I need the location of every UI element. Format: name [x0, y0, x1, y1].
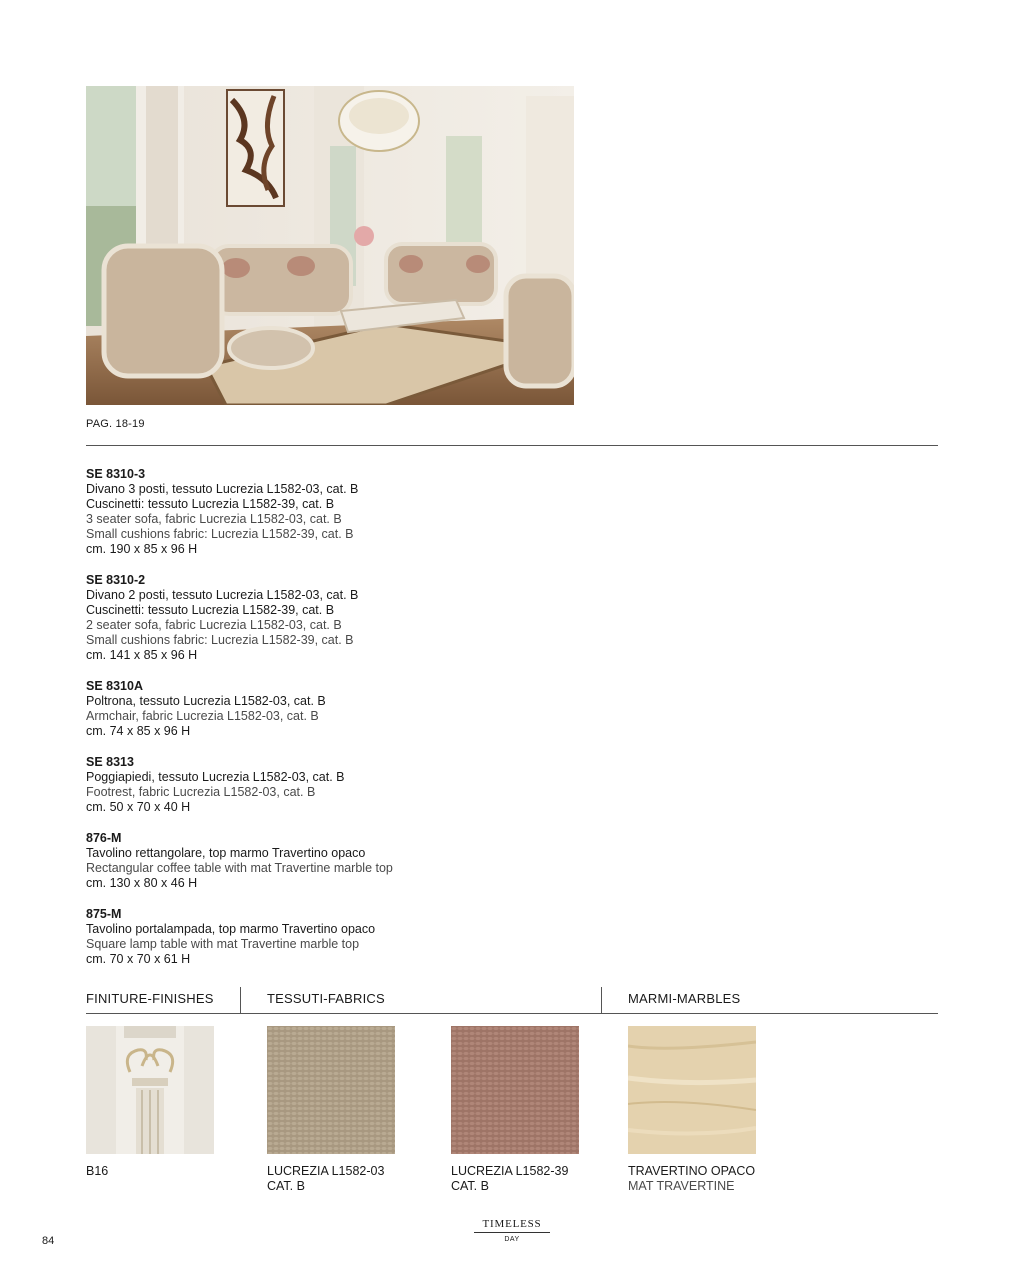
product-dimensions: cm. 130 x 80 x 46 H	[86, 876, 198, 890]
product-code: 876-M	[86, 831, 122, 845]
product-code: SE 8310-2	[86, 573, 146, 587]
product-dimensions: cm. 74 x 85 x 96 H	[86, 724, 191, 738]
swatch-subtitle: MAT TRAVERTINE	[628, 1179, 735, 1193]
swatch-name: LUCREZIA L1582-39	[451, 1164, 569, 1178]
description-it: Tavolino portalampada, top marmo Travertino opaco	[86, 922, 376, 936]
description-it: Tavolino rettangolare, top marmo Travertino opaco	[86, 846, 366, 860]
description-en: 2 seater sofa, fabric Lucrezia L1582-03, cat. B	[86, 618, 342, 632]
swatch-label	[451, 1164, 568, 1194]
product-dimensions: cm. 141 x 85 x 96 H	[86, 648, 198, 662]
brand-name: TIMELESS	[482, 1218, 542, 1230]
description-it: Divano 3 posti, tessuto Lucrezia L1582-03, cat. B	[86, 482, 359, 496]
hero-photo	[86, 86, 574, 405]
product-list	[86, 467, 506, 983]
swatch-name: TRAVERTINO OPACO	[628, 1164, 756, 1178]
swatch-category: CAT. B	[451, 1179, 489, 1193]
description-en: Square lamp table with mat Travertine marble top	[86, 937, 360, 951]
product-entry	[86, 755, 506, 815]
description-en: 3 seater sofa, fabric Lucrezia L1582-03, cat. B	[86, 512, 342, 526]
description-it: Poltrona, tessuto Lucrezia L1582-03, cat. B	[86, 694, 326, 708]
description-en: Rectangular coffee table with mat Travertine marble top	[86, 861, 393, 875]
section-heading-fabrics: TESSUTI-FABRICS	[267, 991, 385, 1006]
product-entry	[86, 467, 506, 557]
divider	[474, 1232, 550, 1233]
product-dimensions: cm. 190 x 85 x 96 H	[86, 542, 198, 556]
product-code: SE 8310-3	[86, 467, 146, 481]
swatch-label	[628, 1164, 755, 1194]
swatch-name: LUCREZIA L1582-03	[267, 1164, 385, 1178]
brand-logo	[474, 1218, 550, 1243]
description-en: Footrest, fabric Lucrezia L1582-03, cat. B	[86, 785, 316, 799]
product-dimensions: cm. 50 x 70 x 40 H	[86, 800, 191, 814]
description-it: Divano 2 posti, tessuto Lucrezia L1582-03, cat. B	[86, 588, 359, 602]
swatch-name: B16	[86, 1164, 109, 1178]
product-entry	[86, 907, 506, 967]
description-en: Armchair, fabric Lucrezia L1582-03, cat. B	[86, 709, 319, 723]
section-heading-finishes: FINITURE-FINISHES	[86, 991, 214, 1006]
divider	[240, 987, 241, 1013]
brand-subtitle: DAY	[504, 1236, 520, 1243]
section-heading-marbles: MARMI-MARBLES	[628, 991, 741, 1006]
finish-swatch-b16	[86, 1026, 214, 1154]
divider	[601, 987, 602, 1013]
description-it: Cuscinetti: tessuto Lucrezia L1582-39, cat. B	[86, 603, 335, 617]
swatch-category: CAT. B	[267, 1179, 305, 1193]
product-dimensions: cm. 70 x 70 x 61 H	[86, 952, 191, 966]
marble-swatch-travertino	[628, 1026, 756, 1154]
divider	[86, 1013, 938, 1014]
page-number: 84	[42, 1235, 55, 1247]
swatch-label	[267, 1164, 384, 1194]
swatch-label	[86, 1164, 108, 1179]
description-it: Poggiapiedi, tessuto Lucrezia L1582-03, cat. B	[86, 770, 345, 784]
description-en: Small cushions fabric: Lucrezia L1582-39, cat. B	[86, 633, 354, 647]
description-en: Small cushions fabric: Lucrezia L1582-39, cat. B	[86, 527, 354, 541]
product-entry	[86, 831, 506, 891]
product-entry	[86, 679, 506, 739]
product-code: SE 8310A	[86, 679, 143, 693]
page-reference-caption: PAG. 18-19	[86, 418, 145, 430]
product-entry	[86, 573, 506, 663]
product-code: 875-M	[86, 907, 122, 921]
product-code: SE 8313	[86, 755, 134, 769]
description-it: Cuscinetti: tessuto Lucrezia L1582-39, cat. B	[86, 497, 335, 511]
divider	[86, 445, 938, 446]
fabric-swatch-l1582-39	[451, 1026, 579, 1154]
fabric-swatch-l1582-03	[267, 1026, 395, 1154]
